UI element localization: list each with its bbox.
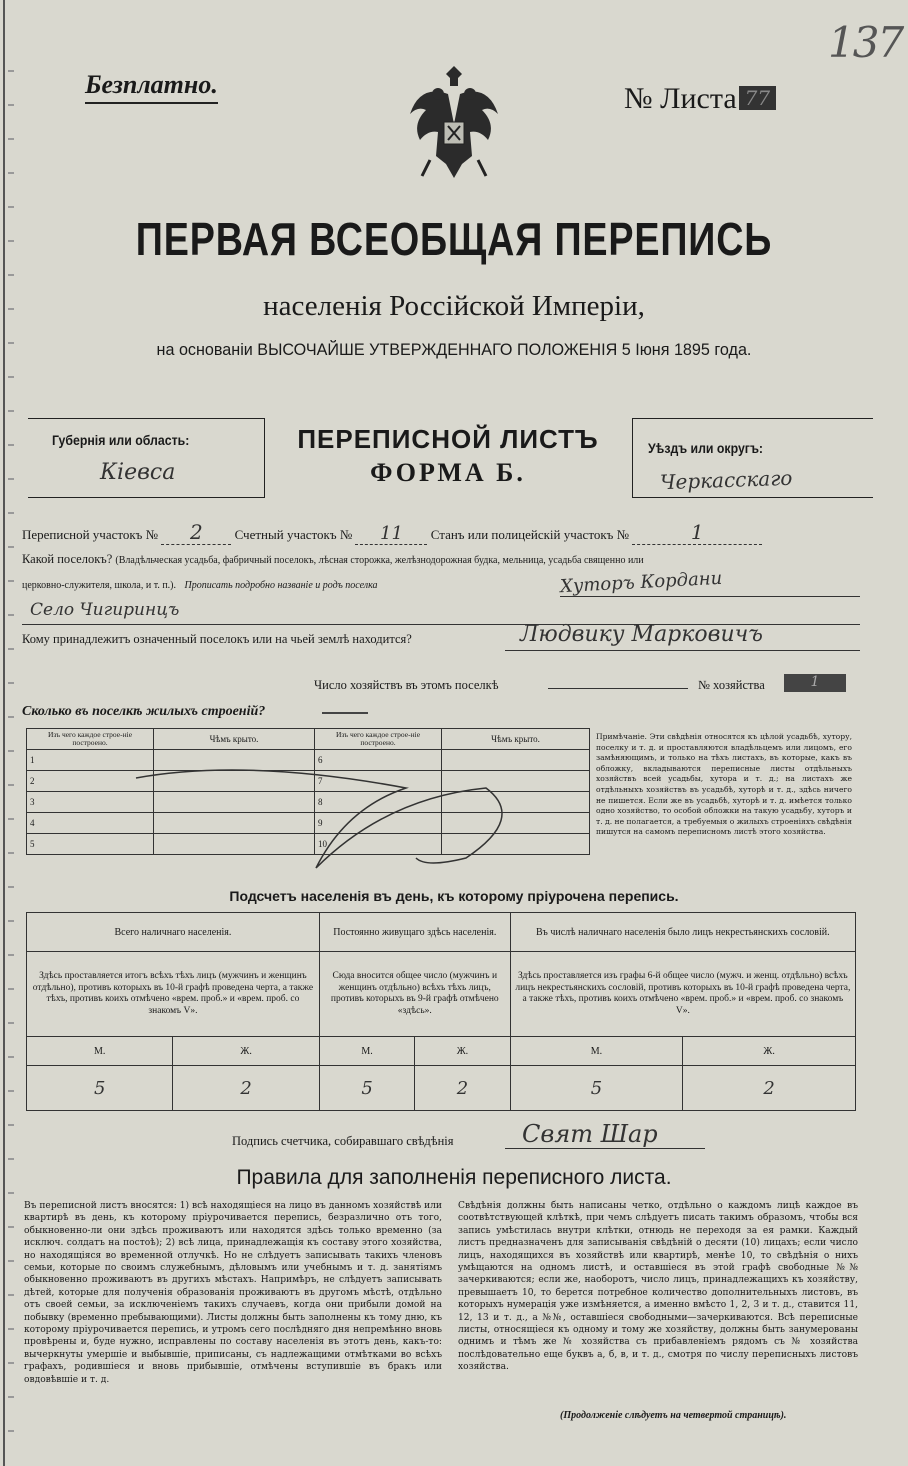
continued-note: (Продолженіе слѣдуетъ на четвертой страницѣ). xyxy=(560,1410,787,1421)
tally-col-present: Всего наличнаго населенія. xyxy=(27,913,320,952)
tally-value: 5 xyxy=(27,1066,173,1111)
page-subtitle: населенія Россійской Имперіи, xyxy=(263,290,645,322)
tally-col-noncrest: Въ числѣ наличнаго населенія было лицъ некрестьянскихъ сословій. xyxy=(510,913,855,952)
buildings-col-roof-2: Чѣмъ крыто. xyxy=(442,729,590,750)
count-district-value: 11 xyxy=(355,523,427,545)
settlement-instruction: Прописать подробно названіе и родъ поселка xyxy=(184,580,378,591)
binding-edge xyxy=(3,0,5,1466)
building-row-num: 1 xyxy=(27,750,154,771)
tally-table xyxy=(26,912,856,1111)
settlement-label: Какой поселокъ? xyxy=(22,552,113,566)
buildings-line xyxy=(322,712,368,714)
uezd-value: Черкасскаго xyxy=(659,465,793,495)
buildings-table xyxy=(26,728,590,855)
settlement-row xyxy=(22,552,644,567)
building-row-num: 7 xyxy=(315,771,442,792)
tally-male-header: М. xyxy=(319,1037,414,1066)
building-row-num: 4 xyxy=(27,813,154,834)
tally-female-header: Ж. xyxy=(683,1037,856,1066)
page-title: ПЕРВАЯ ВСЕОБЩАЯ ПЕРЕПИСЬ xyxy=(135,213,773,265)
rules-left-column: Въ переписной листъ вносятся: 1) всѣ находящіеся на лицо въ данномъ хозяйствѣ или квартирѣ въ день, къ которому пріурочивается перепись, безразлично отъ того, обыкновенно-ли они здѣсь проживаютъ или находятся здѣсь только временно (за исключ. солдатъ на постоѣ); 2) всѣ лица, принадлежащія къ составу этого хозяйства, но находящіяся во временной отлучкѣ. Но не слѣдуетъ записывать такихъ членовъ семьи, которые по своимъ служебнымъ, дѣловымъ или учебнымъ и т. д. занятіямъ обыкновенно проживаютъ въ другихъ мѣстахъ. Напримѣръ, не слѣдуетъ записывать дѣтей, которые для полученія образованія проживаютъ въ другомъ мѣстѣ, отдѣльно отъ своей семьи, за исключеніемъ такихъ случаевъ, когда они прибыли домой на побывку (временно пребывающими). Листы должны быть заполнены къ тому дню, къ которому пріурочивается перепись, и утромъ сего послѣдняго дня непремѣнно вновь провѣрены и, буде нужно, исправлены по составу населенія въ этотъ день, какъ-то: вычеркнуты умершіе и выбывшіе, приписаны, съ надлежащими отмѣтками во всѣхъ графахъ, родившіеся и вновь прибывшіе, отмѣчены вступившіе въ бракъ или овдовѣвшіе и т. д. xyxy=(24,1201,442,1385)
tally-value: 5 xyxy=(319,1066,414,1111)
sheet-number-label: № Листа xyxy=(624,82,737,115)
signature-line xyxy=(505,1148,705,1149)
guberniya-box xyxy=(28,418,265,498)
owner-value: Людвику Марковичъ xyxy=(520,622,763,647)
settlement-hint-2: церковно-служителя, школа, и т. п.). xyxy=(22,580,176,591)
count-district-label: Счетный участокъ № xyxy=(234,527,353,542)
household-no-label: № хозяйства xyxy=(698,678,765,692)
binding-holes xyxy=(8,70,14,1450)
rules-title: Правила для заполненія переписного листа. xyxy=(236,1166,672,1189)
tally-desc-present: Здѣсь проставляется итогъ всѣхъ тѣхъ лицъ (мужчинъ и женщинъ отдѣльно), противъ которыхъ въ 10-й графѣ проведена черта, а также тѣхъ, противъ коихъ отмѣчено «врем. проб.» и «врем. проб. со знакомъ V». xyxy=(27,952,320,1037)
building-row-num: 8 xyxy=(315,792,442,813)
free-label: Безплатно. xyxy=(85,70,218,104)
district-row xyxy=(22,520,762,545)
building-row-num: 10 xyxy=(315,834,442,855)
tally-title: Подсчетъ населенія въ день, къ которому пріурочена перепись. xyxy=(229,888,679,904)
tally-value: 2 xyxy=(683,1066,856,1111)
signature-value: Свят Шар xyxy=(522,1120,658,1148)
stan-label: Станъ или полицейскій участокъ № xyxy=(430,527,630,542)
strikethrough-scribble xyxy=(126,758,526,878)
coat-of-arms-emblem xyxy=(400,64,508,184)
building-row-num: 6 xyxy=(315,750,442,771)
households-label: Число хозяйствъ въ этомъ поселкѣ xyxy=(314,678,499,692)
settlement-hint: (Владѣльческая усадьба, фабричный поселокъ, лѣсная сторожка, желѣзнодорожная будка, мельница, усадьба священно или xyxy=(115,555,644,566)
rules-right-column: Свѣдѣнія должны быть написаны четко, отдѣльно о каждомъ лицѣ каждое въ соотвѣтствующей клѣткѣ, при чемъ слѣдуетъ писать такимъ образомъ, чтобы вся запись умѣстилась внутри клѣтки, отнюдь не переходя за ея рамки. Каждый листъ предназначенъ для записыванія свѣдѣній о десяти (10) лицахъ; если число лицъ, находящихся въ хозяйствѣ или квартирѣ, менѣе 10, то свѣдѣнія о нихъ умѣщаются на одномъ листѣ, и оставшіеся въ этой графѣ свободные №№ зачеркиваются; если же, наоборотъ, число лицъ, принадлежащихъ къ хозяйству, превышаетъ 10, то берется потребное количество дополнительныхъ листовъ, въ которыхъ нумерація уже измѣняется, а именно вмѣсто 1, 2, 3 и т. д., ставится 11, 12, 13 и т. д., а №№, оставшіеся свободными—зачеркиваются. Всѣ переписные листы, относящіеся къ одному и тому же хозяйству, должны быть занумерованы однимъ и тѣмъ же № хозяйства съ прибавленіемъ рядомъ съ № хозяйства послѣдовательно еще буквъ а, б, в, и т. д., смотря по числу переписныхъ листовъ хозяйства. xyxy=(458,1201,858,1373)
tally-value: 2 xyxy=(415,1066,510,1111)
tally-col-resident: Постоянно живущаго здѣсь населенія. xyxy=(319,913,510,952)
tally-female-header: Ж. xyxy=(415,1037,510,1066)
buildings-col-roof: Чѣмъ крыто. xyxy=(154,729,315,750)
buildings-label: Сколько въ поселкѣ жилыхъ строеній? xyxy=(22,704,266,719)
tally-female-header: Ж. xyxy=(173,1037,320,1066)
census-district-label: Переписной участокъ № xyxy=(22,527,159,542)
owner-line xyxy=(505,650,860,651)
tally-desc-noncrest: Здѣсь проставляется изъ графы 6-й общее число (мужч. и женщ. отдѣльно) всѣхъ лицъ некрестьянскихъ сословій, противъ которыхъ въ 10-й графѣ проведена черта, а также тѣхъ, противъ коихъ отмѣчено «врем. проб.» и «врем. проб. со знакомъ V». xyxy=(510,952,855,1037)
signature-label: Подпись счетчика, собиравшаго свѣдѣнія xyxy=(232,1134,454,1148)
archive-sheet-number: 137 xyxy=(828,18,903,67)
settlement-line xyxy=(560,596,860,597)
guberniya-label: Губернія или область: xyxy=(52,432,190,448)
tally-male-header: М. xyxy=(27,1037,173,1066)
sheet-number-value: 77 xyxy=(739,86,776,110)
buildings-col-material: Изъ чего каждое строе-ніе построено. xyxy=(27,729,154,750)
building-row-num: 5 xyxy=(27,834,154,855)
settlement-value: Хуторъ Кордани xyxy=(559,567,723,598)
census-district-value: 2 xyxy=(161,520,231,545)
tally-value: 2 xyxy=(173,1066,320,1111)
owner-label: Кому принадлежитъ означенный поселокъ или на чьей землѣ находится? xyxy=(22,632,412,646)
building-row-num: 9 xyxy=(315,813,442,834)
buildings-note: Примѣчаніе. Эти свѣдѣнія относятся къ цѣлой усадьбѣ, хутору, поселку и т. д. и проставляются владѣльцемъ или лицомъ, его замѣняющимъ, и только на тѣхъ листахъ, въ которые, какъ въ обложку, вкладываются переписные листы отдѣльныхъ хозяйствъ всей усадьбы, хутора и т. д.; на листахъ же отдѣльныхъ хозяйствъ въ усадьбѣ, хуторѣ и т. д., здѣсь ничего не пишется. Если же въ усадьбѣ, хуторѣ и т. д. имѣется только одно хозяйство, то особой обложки на такую усадьбу, хуторъ и т. д. не полагается, а требуемыя о жилыхъ строеніяхъ свѣдѣнія пишутся на самомъ переписномъ листѣ этого хозяйства. xyxy=(596,732,853,837)
guberniya-value: Кіевса xyxy=(100,460,176,485)
legal-basis: на основаніи ВЫСОЧАЙШЕ УТВЕРЖДЕННАГО ПОЛОЖЕНІЯ 5 Іюня 1895 года. xyxy=(156,340,752,359)
sheet-number-box xyxy=(624,82,776,116)
household-no-value: 1 xyxy=(784,674,846,692)
settlement-value-2: Село Чигиринцъ xyxy=(30,600,180,620)
building-row-num: 3 xyxy=(27,792,154,813)
sheet-title: ПЕРЕПИСНОЙ ЛИСТЪ xyxy=(297,424,599,454)
settlement-row-2 xyxy=(22,580,378,591)
tally-value: 5 xyxy=(510,1066,683,1111)
tally-male-header: М. xyxy=(510,1037,683,1066)
buildings-col-material-2: Изъ чего каждое строе-ніе построено. xyxy=(315,729,442,750)
tally-desc-resident: Сюда вносится общее число (мужчинъ и женщинъ отдѣльно) всѣхъ тѣхъ лицъ, противъ которыхъ въ 9-й графѣ отмѣчено «здѣсь». xyxy=(319,952,510,1037)
households-line xyxy=(548,688,688,689)
stan-value: 1 xyxy=(632,520,762,545)
uezd-label: Уѣздъ или округъ: xyxy=(648,440,764,456)
building-row-num: 2 xyxy=(27,771,154,792)
form-title: ФОРМА Б. xyxy=(370,458,526,487)
